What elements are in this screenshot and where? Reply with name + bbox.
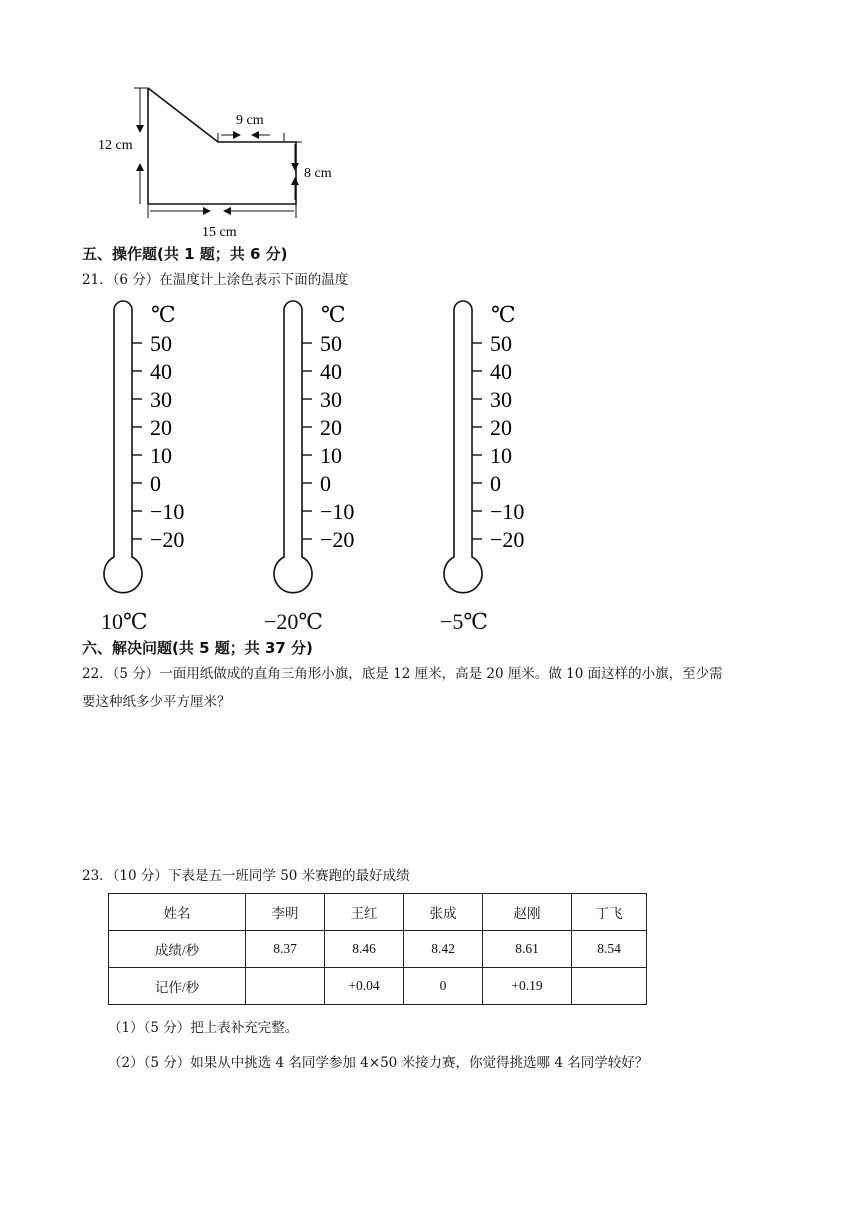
table-cell: 8.54: [572, 931, 647, 968]
tick-label: 20: [490, 415, 512, 440]
tick-label: 40: [490, 359, 512, 384]
tick-label: 40: [320, 359, 342, 384]
tick-label: 30: [150, 387, 172, 412]
tick-label: −10: [320, 499, 355, 524]
table-cell: 记作/秒: [109, 968, 246, 1005]
tick-label: 10: [490, 443, 512, 468]
caption-10c: 10℃: [101, 609, 148, 634]
tick-label: −20: [320, 527, 355, 552]
table-cell: +0.19: [483, 968, 572, 1005]
table-cell: 8.37: [246, 931, 325, 968]
thermometer-2[interactable]: [274, 301, 354, 593]
question-23-sub2: （2）（5 分）如果从中挑选 4 名同学参加 4×50 米接力赛，你觉得挑选哪 4 名同学较好？: [108, 1055, 649, 1071]
table-cell: 赵刚: [483, 894, 572, 931]
table-cell: 8.61: [483, 931, 572, 968]
table-cell: 8.46: [325, 931, 404, 968]
question-22-line2: 要这种纸多少平方厘米？: [82, 694, 231, 710]
label-8cm: 8 cm: [304, 166, 332, 181]
table-row-recorded: [109, 968, 647, 1005]
thermometer-3[interactable]: [444, 301, 524, 593]
tick-label: 50: [150, 331, 172, 356]
table-cell-blank[interactable]: [572, 968, 647, 1005]
table-cell: 成绩/秒: [109, 931, 246, 968]
tick-label: −20: [150, 527, 185, 552]
table-cell: 王红: [325, 894, 404, 931]
tick-label: 50: [490, 331, 512, 356]
table-row-score: [109, 931, 647, 968]
table-cell: +0.04: [325, 968, 404, 1005]
question-21-text: 21．（6 分）在温度计上涂色表示下面的温度: [82, 272, 349, 288]
section-5-title: 五、操作题(共 1 题；共 6 分): [82, 245, 288, 263]
tick-label: 0: [490, 471, 501, 496]
tick-label: 30: [490, 387, 512, 412]
tick-label: 50: [320, 331, 342, 356]
unit-label: ℃: [491, 302, 516, 327]
shape-outline: [148, 88, 296, 204]
table-cell: 李明: [246, 894, 325, 931]
caption-minus5c: −5℃: [440, 609, 489, 634]
tick-label: −10: [490, 499, 525, 524]
label-12cm: 12 cm: [98, 138, 133, 153]
caption-minus20c: −20℃: [264, 609, 324, 634]
tick-label: 10: [320, 443, 342, 468]
thermometer-1[interactable]: [104, 301, 184, 593]
table-cell: 8.42: [404, 931, 483, 968]
label-15cm: 15 cm: [202, 225, 237, 240]
thermometer-tube[interactable]: [104, 301, 142, 593]
unit-label: ℃: [321, 302, 346, 327]
question-22-line1: 22．（5 分）一面用纸做成的直角三角形小旗，底是 12 厘米，高是 20 厘米。做 10 面这样的小旗，至少需: [82, 666, 723, 682]
thermometer-tube[interactable]: [274, 301, 312, 593]
question-23-text: 23．（10 分）下表是五一班同学 50 米赛跑的最好成绩: [82, 868, 410, 884]
tick-label: 0: [150, 471, 161, 496]
scores-table: [108, 893, 647, 1005]
unit-label: ℃: [151, 302, 176, 327]
geometry-figure: [90, 80, 350, 240]
tick-label: 20: [150, 415, 172, 440]
tick-label: −10: [150, 499, 185, 524]
tick-label: 40: [150, 359, 172, 384]
thermometer-tube[interactable]: [444, 301, 482, 593]
thermometer-group: [95, 295, 545, 640]
tick-label: 0: [320, 471, 331, 496]
table-cell: 0: [404, 968, 483, 1005]
tick-label: 10: [150, 443, 172, 468]
table-cell: 张成: [404, 894, 483, 931]
label-9cm: 9 cm: [236, 113, 264, 128]
table-cell: 姓名: [109, 894, 246, 931]
table-cell: 丁飞: [572, 894, 647, 931]
table-row-header: [109, 894, 647, 931]
section-6-title: 六、解决问题(共 5 题；共 37 分): [82, 639, 313, 657]
table-cell-blank[interactable]: [246, 968, 325, 1005]
tick-label: 20: [320, 415, 342, 440]
tick-label: 30: [320, 387, 342, 412]
tick-label: −20: [490, 527, 525, 552]
question-23-sub1: （1）（5 分）把上表补充完整。: [108, 1020, 299, 1036]
